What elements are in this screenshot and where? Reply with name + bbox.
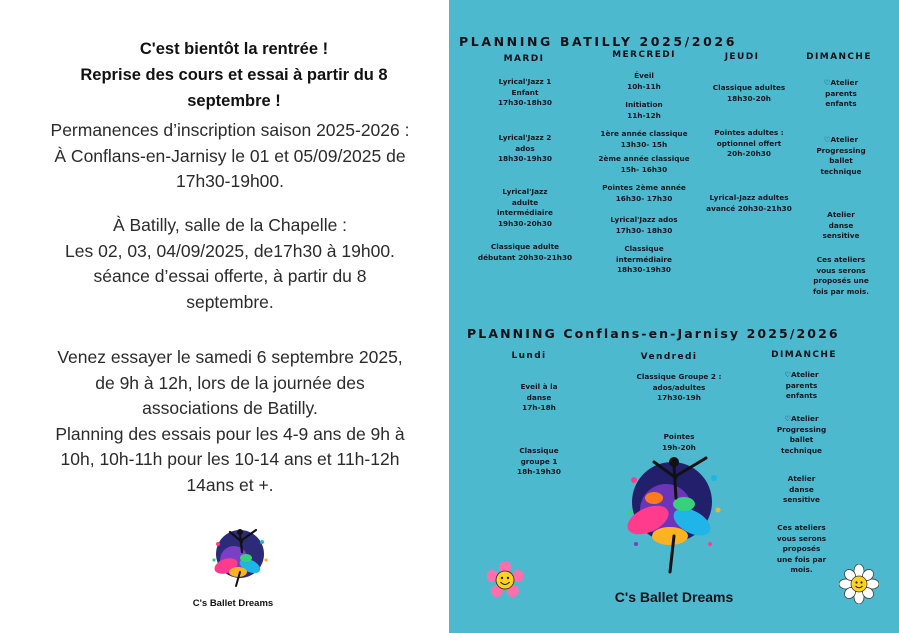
entry-line: enfants [825,99,857,109]
entry-line: adulte [511,197,539,207]
entry-line: Atelier [827,210,855,219]
entry-line: une fois par [776,554,827,564]
entry-line: 2ème année classique [598,154,690,163]
entry-line: Classique [624,244,664,253]
course-entry [469,133,581,165]
entry-line: ♡Atelier [784,370,819,379]
course-entry [614,372,744,404]
entry-line: Pointes [663,432,695,441]
text-line: séance d’essai offerte, à partir du 8 [93,266,367,287]
pink-smiley-flower-icon [487,562,523,598]
course-entry [801,135,881,177]
batilly-day-jeudi: JEUDI [724,52,760,62]
entry-line: Lyrical'Jazz ados [610,215,678,224]
course-entry [489,446,589,478]
entry-line: 17h30-18h30 [497,98,553,108]
course-entry [764,474,839,506]
text-line: À Conflans-en-Jarnisy le 01 et 05/09/2025 de [54,145,406,166]
entry-line: ♡Atelier [823,78,859,87]
entry-line: Pointes adultes : [714,128,784,137]
entry-line: Lyrical'Jazz 1 [498,77,552,86]
course-entry [801,210,881,242]
entry-line: 17h-18h [522,403,556,413]
entry-line: sensitive [822,231,860,241]
entry-line: ados/adultes [652,382,706,392]
entry-line: danse [526,392,552,402]
course-entry [764,414,839,456]
course-entry [469,77,581,109]
course-entry [463,242,587,263]
headline-line: Reprise des cours et essai à partir du 8 [80,66,388,84]
entry-line: proposés [782,544,821,554]
course-entry [469,187,581,229]
entry-line: Classique adultes [712,83,786,92]
entry-line: 13h30- 15h [620,139,668,149]
text-line: septembre. [186,291,274,312]
course-entry [801,255,881,297]
entry-line: 19h30-20h30 [497,218,553,228]
conflans-title: PLANNING Conflans-en-Jarnisy 2025/2026 [467,326,840,341]
entry-line: Lyrical-Jazz adultes [709,193,789,202]
course-entry [801,78,881,110]
white-daisy-icon [839,564,879,604]
entry-line: intermédiaire [497,208,553,218]
text-line: Permanences d’inscription saison 2025-2026 : [50,120,410,140]
batilly-day-mercredi: MERCREDI [612,50,676,60]
entry-line: débutant 20h30-21h30 [477,252,573,262]
entry-line: groupe 1 [520,456,558,466]
course-entry [694,83,804,104]
entry-line: 15h- 16h30 [620,164,668,174]
entry-line: avancé 20h30-21h30 [706,203,792,213]
entry-line: technique [820,166,862,176]
ballerina-logo-icon [614,440,739,585]
entry-line: danse [789,484,814,494]
batilly-day-dimanche: DIMANCHE [806,52,872,62]
entry-line: Progressing [776,424,827,434]
batilly-text [20,213,440,315]
entry-line: 18h30-19h30 [616,265,672,275]
entry-line: parents [785,380,818,390]
text-line: À Batilly, salle de la Chapelle : [112,215,348,235]
text-line: Les 02, 03, 04/09/2025, de17h30 à 19h00. [65,240,395,261]
logo-name: C's Ballet Dreams [614,589,734,605]
batilly-day-mardi: MARDI [503,54,545,64]
entry-line: ballet [789,435,814,445]
entry-line: Éveil [634,71,654,80]
conflans-day-dimanche: DIMANCHE [771,350,837,360]
entry-line: 16h30- 17h30 [615,193,673,203]
entry-line: ♡Atelier [784,414,819,423]
batilly-title: PLANNING BATILLY 2025/2026 [459,34,737,49]
course-entry [589,100,699,121]
entry-line: parents [825,88,857,98]
entry-line: Initiation [625,100,663,109]
course-entry [589,244,699,276]
entry-line: Pointes 2ème année [602,183,686,192]
entry-line: technique [780,445,823,455]
conflans-day-lundi: Lundi [511,351,547,361]
entry-line: Lyrical'Jazz 2 [498,133,552,142]
entry-line: sensitive [782,495,821,505]
entry-line: 19h-20h [662,442,696,452]
course-entry [589,154,699,175]
entry-line: Ces ateliers [816,255,866,264]
entry-line: danse [828,220,854,230]
course-entry [489,382,589,414]
entry-line: ♡Atelier [823,135,859,144]
entry-line: proposés une [813,276,869,286]
course-entry [764,523,839,576]
entry-line: Atelier [787,474,816,483]
course-entry [694,128,804,160]
entry-line: vous serons [776,533,827,543]
conflans-day-vendredi: Vendredi [640,352,698,362]
headline [34,36,434,114]
text-line: 10h, 10h-11h pour les 10-14 ans et 11h-12h [60,449,400,470]
text-line: Planning des essais pour les 4-9 ans de 9h à [55,423,405,444]
course-entry [589,215,699,236]
entry-line: optionnel offert [716,138,782,148]
entry-line: 17h30-19h [657,393,701,403]
entry-line: 18h30-20h [727,93,771,103]
entry-line: Progressing [816,145,866,155]
entry-line: Classique adulte [490,242,560,251]
entry-line: ados [515,143,535,153]
course-entry [694,193,804,214]
permanences-text [20,118,440,195]
entry-line: mois. [790,565,813,575]
entry-line: Classique Groupe 2 : [636,372,722,381]
headline-line: C'est bientôt la rentrée ! [139,40,329,58]
headline-line: septembre ! [187,92,281,110]
entry-line: Classique [519,446,559,455]
entry-line: 18h30-19h30 [497,154,553,164]
entry-line: Ces ateliers [777,523,826,532]
entry-line: Eveil à la [520,382,558,391]
entry-line: 20h-20h30 [727,149,771,159]
entry-line: ballet [829,156,853,166]
logo-name: C's Ballet Dreams [192,598,274,609]
course-entry [589,183,699,204]
text-line: de 9h à 12h, lors de la journée des [95,372,365,393]
entry-line: fois par mois. [812,286,870,296]
entry-line: enfants [785,391,818,401]
entry-line: 17h30- 18h30 [615,225,673,235]
text-line: 14ans et +. [186,474,274,495]
entry-line: Enfant [511,87,539,97]
ballerina-logo-icon [190,520,290,590]
course-entry [589,71,699,92]
entry-line: 1ère année classique [600,129,688,138]
text-line: Venez essayer le samedi 6 septembre 2025, [57,347,403,367]
entry-line: 11h-12h [627,110,661,120]
course-entry [764,370,839,402]
text-line: 17h30-19h00. [175,171,285,192]
left-panel [0,0,449,633]
entry-line: intermédiaire [616,254,672,264]
essai-text [20,345,440,499]
entry-line: 18h-19h30 [517,467,561,477]
course-entry [589,129,699,150]
entry-line: 10h-11h [627,81,661,91]
right-panel [449,0,899,633]
entry-line: vous serons [816,265,866,275]
text-line: associations de Batilly. [142,398,318,419]
entry-line: Lyrical'Jazz [502,187,548,196]
